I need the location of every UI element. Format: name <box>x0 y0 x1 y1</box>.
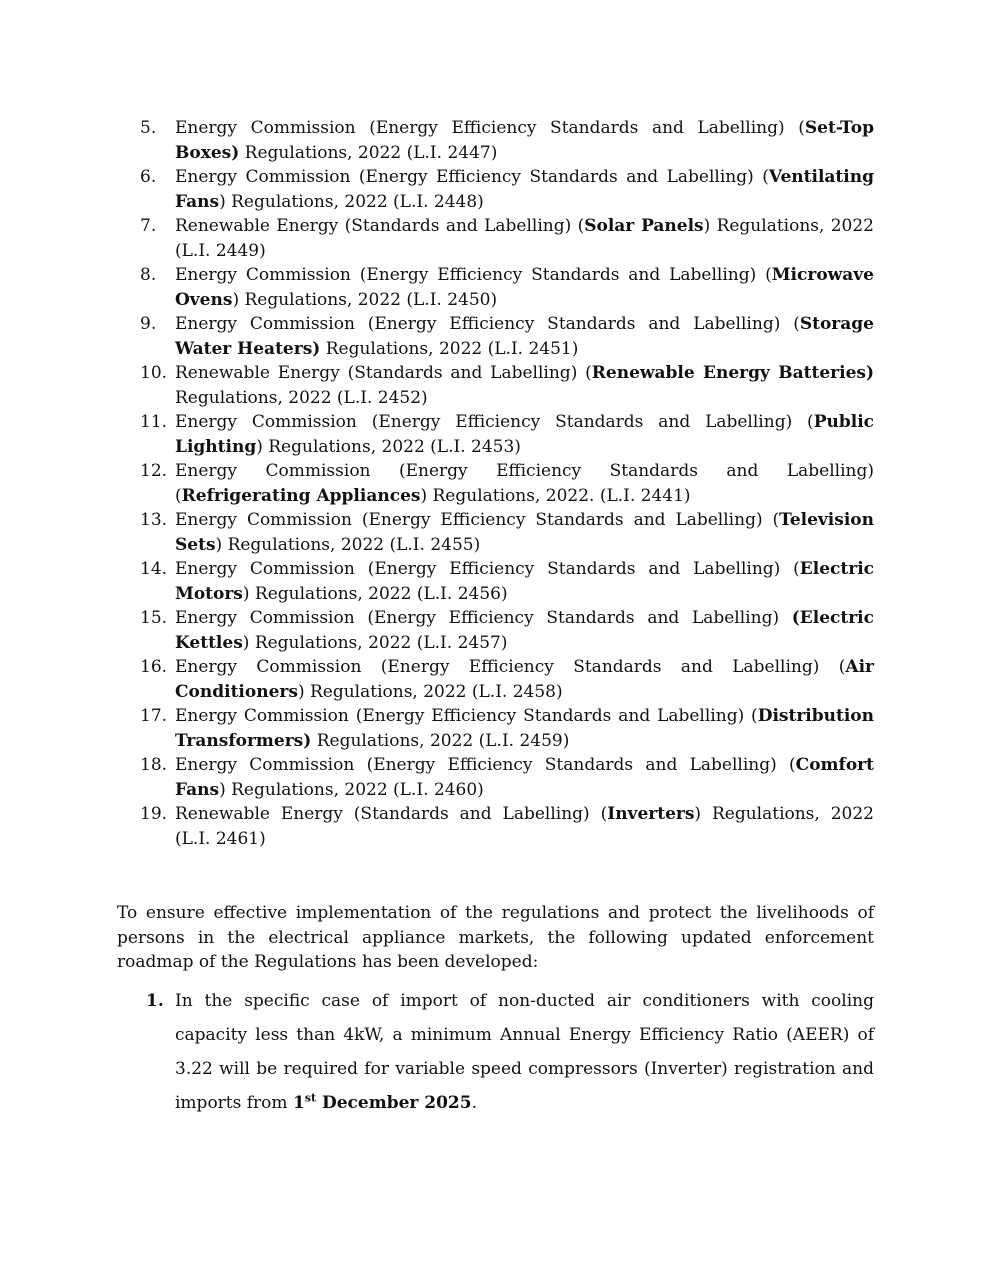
regulation-title-prefix: Renewable Energy (Standards and Labelling) ( <box>175 216 585 236</box>
regulation-item <box>140 263 874 312</box>
regulation-product: (Electric Kettles <box>175 608 874 653</box>
regulation-number: 13. <box>140 510 168 530</box>
regulation-title-prefix: Energy Commission (Energy Efficiency Standards and Labelling) ( <box>175 461 874 506</box>
regulation-title-suffix: Regulations, 2022 (L.I. 2451) <box>320 338 579 359</box>
regulation-title-prefix: Energy Commission (Energy Efficiency Standards and Labelling) ( <box>175 657 846 677</box>
regulation-item <box>140 410 874 459</box>
regulation-title-suffix: ) Regulations, 2022 (L.I. 2457) <box>242 632 508 653</box>
regulation-title-suffix: ) Regulations, 2022 (L.I. 2455) <box>215 534 481 555</box>
regulation-title-prefix: Renewable Energy (Standards and Labelling) ( <box>175 804 608 824</box>
regulation-number: 17. <box>140 706 168 726</box>
regulation-item <box>140 802 874 851</box>
regulation-product: Television Sets <box>175 510 874 555</box>
regulation-title-prefix: Energy Commission (Energy Efficiency Standards and Labelling) ( <box>175 265 772 285</box>
regulation-item <box>140 312 874 361</box>
regulation-number: 12. <box>140 461 168 481</box>
regulation-item <box>140 361 874 410</box>
regulation-number: 18. <box>140 755 168 775</box>
intro-paragraph: To ensure effective implementation of the regulations and protect the livelihoods of persons in the electrical appliance markets, the following updated enforcement roadmap of the Regulations has been developed: <box>117 903 874 972</box>
regulation-product: Solar Panels <box>584 216 704 236</box>
regulation-title-suffix: Regulations, 2022 (L.I. 2459) <box>311 730 570 751</box>
regulation-title-prefix: Energy Commission (Energy Efficiency Standards and Labelling) ( <box>175 314 800 334</box>
regulation-product: Storage Water Heaters) <box>175 314 874 359</box>
regulation-number: 11. <box>140 412 168 432</box>
regulation-title-prefix: Energy Commission (Energy Efficiency Standards and Labelling) ( <box>175 559 800 579</box>
regulation-title-suffix: ) Regulations, 2022 (L.I. 2453) <box>256 436 521 457</box>
regulation-title-suffix: ) Regulations, 2022. (L.I. 2441) <box>420 485 691 506</box>
regulation-number: 9. <box>140 314 157 334</box>
regulations-list <box>140 116 874 851</box>
regulation-item <box>140 753 874 802</box>
regulation-item <box>140 508 874 557</box>
regulation-title-prefix: Energy Commission (Energy Efficiency Standards and Labelling) ( <box>175 167 769 187</box>
regulation-title-suffix: ) Regulations, 2022 (L.I. 2456) <box>242 583 508 604</box>
regulation-title-suffix: ) Regulations, 2022 (L.I. 2461) <box>175 804 874 849</box>
regulation-title-suffix: Regulations, 2022 (L.I. 2447) <box>239 142 498 163</box>
regulation-title-prefix: Energy Commission (Energy Efficiency Standards and Labelling) ( <box>175 118 805 138</box>
regulation-item <box>140 214 874 263</box>
regulation-title-prefix: Renewable Energy (Standards and Labelling) ( <box>175 363 592 383</box>
regulation-number: 14. <box>140 559 168 579</box>
regulation-number: 5. <box>140 118 157 138</box>
roadmap-date-rest: December 2025 <box>316 1093 472 1113</box>
regulation-product: Distribution Transformers) <box>175 706 874 751</box>
regulation-item <box>140 557 874 606</box>
roadmap-item-body: In the specific case of import of non-ducted air conditioners with cooling capacity less than 4kW, a minimum Annual Energy Efficiency Ratio (AEER) of 3.22 will be required for variable speed compressors (Inverter) registration and imports from <box>175 991 874 1113</box>
roadmap-item-text <box>175 984 874 1120</box>
regulation-title-prefix: Energy Commission (Energy Efficiency Standards and Labelling) ( <box>175 706 758 726</box>
regulation-title-suffix: Regulations, 2022 (L.I. 2452) <box>175 387 428 408</box>
regulation-product: Ventilating Fans <box>175 167 874 212</box>
regulation-item <box>140 655 874 704</box>
regulation-product: Microwave Ovens <box>175 265 874 310</box>
regulation-product: Inverters <box>607 804 695 824</box>
regulation-item <box>140 606 874 655</box>
regulation-product: Renewable Energy Batteries) <box>591 363 874 383</box>
regulation-product: Refrigerating Appliances <box>181 485 421 506</box>
regulation-product: Public Lighting <box>175 412 874 457</box>
regulation-number: 16. <box>140 657 168 677</box>
regulation-item <box>140 459 874 508</box>
regulation-title-suffix: ) Regulations, 2022 (L.I. 2449) <box>175 216 874 261</box>
regulation-item <box>140 116 874 165</box>
regulation-number: 15. <box>140 608 168 628</box>
regulation-product: Comfort Fans <box>175 755 874 800</box>
regulation-title-suffix: ) Regulations, 2022 (L.I. 2460) <box>219 779 484 800</box>
regulation-title-prefix: Energy Commission (Energy Efficiency Standards and Labelling) <box>175 608 792 628</box>
regulation-number: 6. <box>140 167 157 187</box>
roadmap-date <box>293 1093 472 1113</box>
roadmap-item-1 <box>146 984 874 1120</box>
regulation-number: 7. <box>140 216 157 236</box>
regulation-title-prefix: Energy Commission (Energy Efficiency Standards and Labelling) ( <box>175 510 780 530</box>
regulation-number: 8. <box>140 265 157 285</box>
roadmap-item-number: 1. <box>146 991 164 1011</box>
roadmap-item-end: . <box>471 1093 477 1113</box>
regulation-product: Set-Top Boxes) <box>175 118 874 163</box>
regulation-title-suffix: ) Regulations, 2022 (L.I. 2450) <box>232 289 498 310</box>
regulation-product: Electric Motors <box>175 559 874 604</box>
regulation-number: 10. <box>140 363 168 383</box>
regulation-title-prefix: Energy Commission (Energy Efficiency Standards and Labelling) ( <box>175 755 796 775</box>
regulation-item <box>140 704 874 753</box>
roadmap-date-suffix: st <box>304 1091 317 1105</box>
regulation-number: 19. <box>140 804 168 824</box>
regulation-product: Air Conditioners <box>175 657 874 702</box>
roadmap-date-day: 1 <box>292 1093 305 1113</box>
regulation-title-suffix: ) Regulations, 2022 (L.I. 2448) <box>219 191 484 212</box>
regulation-title-suffix: ) Regulations, 2022 (L.I. 2458) <box>297 681 563 702</box>
regulation-title-prefix: Energy Commission (Energy Efficiency Standards and Labelling) ( <box>175 412 814 432</box>
regulation-item <box>140 165 874 214</box>
